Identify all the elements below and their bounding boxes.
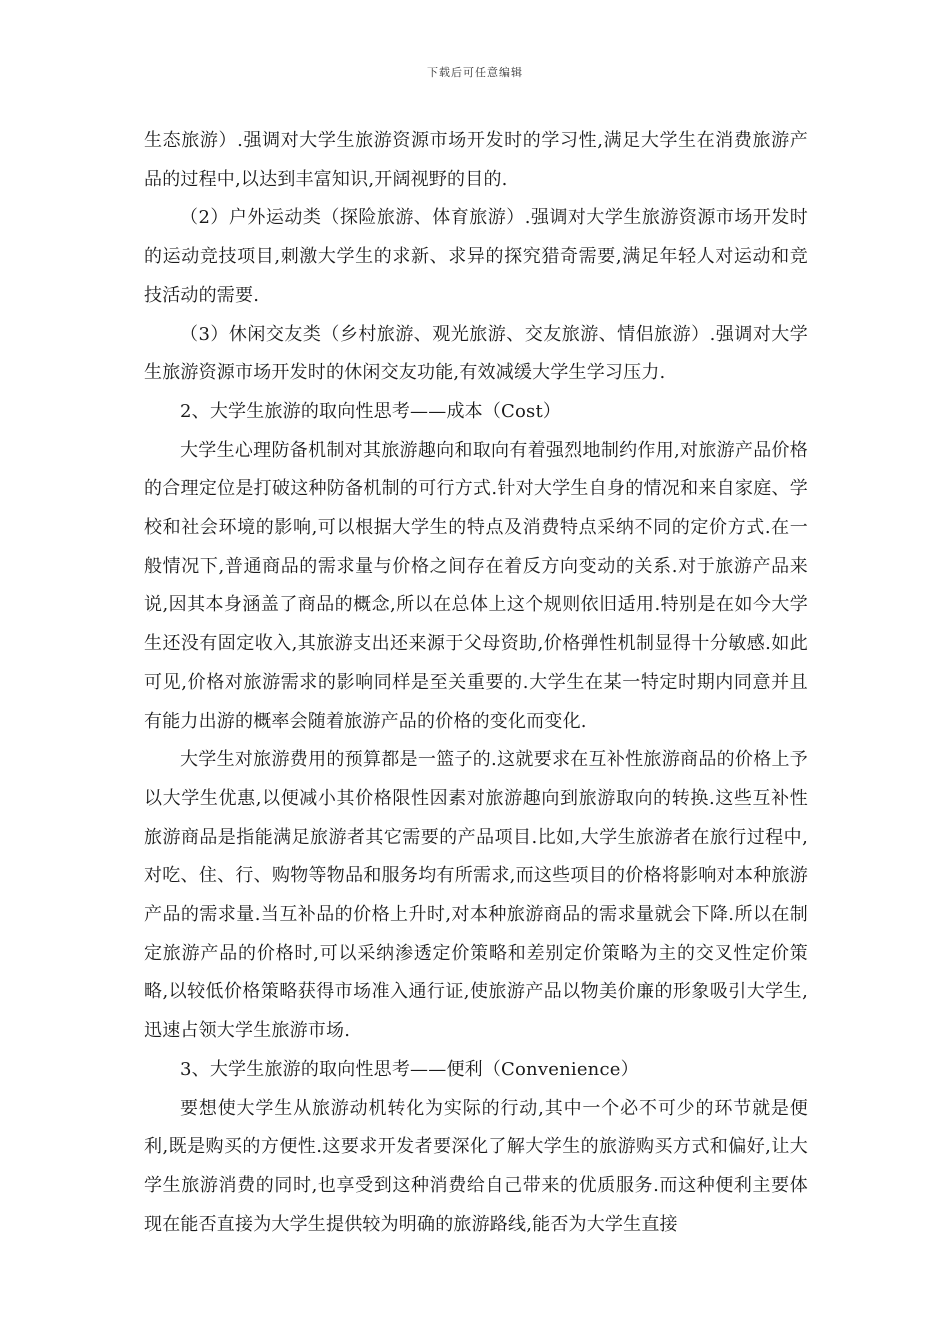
document-body [144,122,808,1244]
paragraph-leisure-social: （3）休闲交友类（乡村旅游、观光旅游、交友旅游、情侣旅游）.强调对大学生旅游资源市场开发时的休闲交友功能,有效减缓大学生学习压力. [144,323,808,384]
paragraph-outdoor-sports: （2）户外运动类（探险旅游、体育旅游）.强调对大学生旅游资源市场开发时的运动竞技项目,刺激大学生的求新、求异的探究猎奇需要,满足年轻人对运动和竞技活动的需要. [144,207,808,306]
section-heading-convenience: 3、大学生旅游的取向性思考——便利（Convenience） [180,1058,639,1080]
paragraph-complementary-pricing: 大学生对旅游费用的预算都是一篮子的.这就要求在互补性旅游商品的价格上予以大学生优惠,以便减小其价格限性因素对旅游趣向到旅游取向的转换.这些互补性旅游商品是指能满足旅游者其它需要的产品项目.比如,大学生旅游者在旅行过程中,对吃、住、行、购物等物品和服务均有所需求,而这些项目的价格将影响对本种旅游产品的需求量.当互补品的价格上升时,对本种旅游商品的需求量就会下降.所以在制定旅游产品的价格时,可以采纳渗透定价策略和差别定价策略为主的交叉性定价策略,以较低价格策略获得市场准入通行证,使旅游产品以物美价廉的形象吸引大学生,迅速占领大学生旅游市场. [144,749,808,1042]
section-heading-cost: 2、大学生旅游的取向性思考——成本（Cost） [180,400,562,422]
paragraph-cost-pricing: 大学生心理防备机制对其旅游趣向和取向有着强烈地制约作用,对旅游产品价格的合理定位是打破这种防备机制的可行方式.针对大学生自身的情况和来自家庭、学校和社会环境的影响,可以根据大学生的特点及消费特点采纳不同的定价方式.在一般情况下,普通商品的需求量与价格之间存在着反方向变动的关系.对于旅游产品来说,因其本身涵盖了商品的概念,所以在总体上这个规则依旧适用.特别是在如今大学生还没有固定收入,其旅游支出还来源于父母资助,价格弹性机制显得十分敏感.如此可见,价格对旅游需求的影响同样是至关重要的.大学生在某一特定时期内同意并且有能力出游的概率会随着旅游产品的价格的变化而变化. [144,439,808,732]
paragraph-convenience: 要想使大学生从旅游动机转化为实际的行动,其中一个必不可少的环节就是便利,既是购买的方便性.这要求开发者要深化了解大学生的旅游购买方式和偏好,让大学生旅游消费的同时,也享受到这种消费给自己带来的优质服务.而这种便利主要体现在能否直接为大学生提供较为明确的旅游路线,能否为大学生直接 [144,1097,808,1235]
paragraph-ecotourism-continued: 生态旅游）.强调对大学生旅游资源市场开发时的学习性,满足大学生在消费旅游产品的过程中,以达到丰富知识,开阔视野的目的. [144,130,808,190]
header-note: 下载后可任意编辑 [427,66,523,79]
